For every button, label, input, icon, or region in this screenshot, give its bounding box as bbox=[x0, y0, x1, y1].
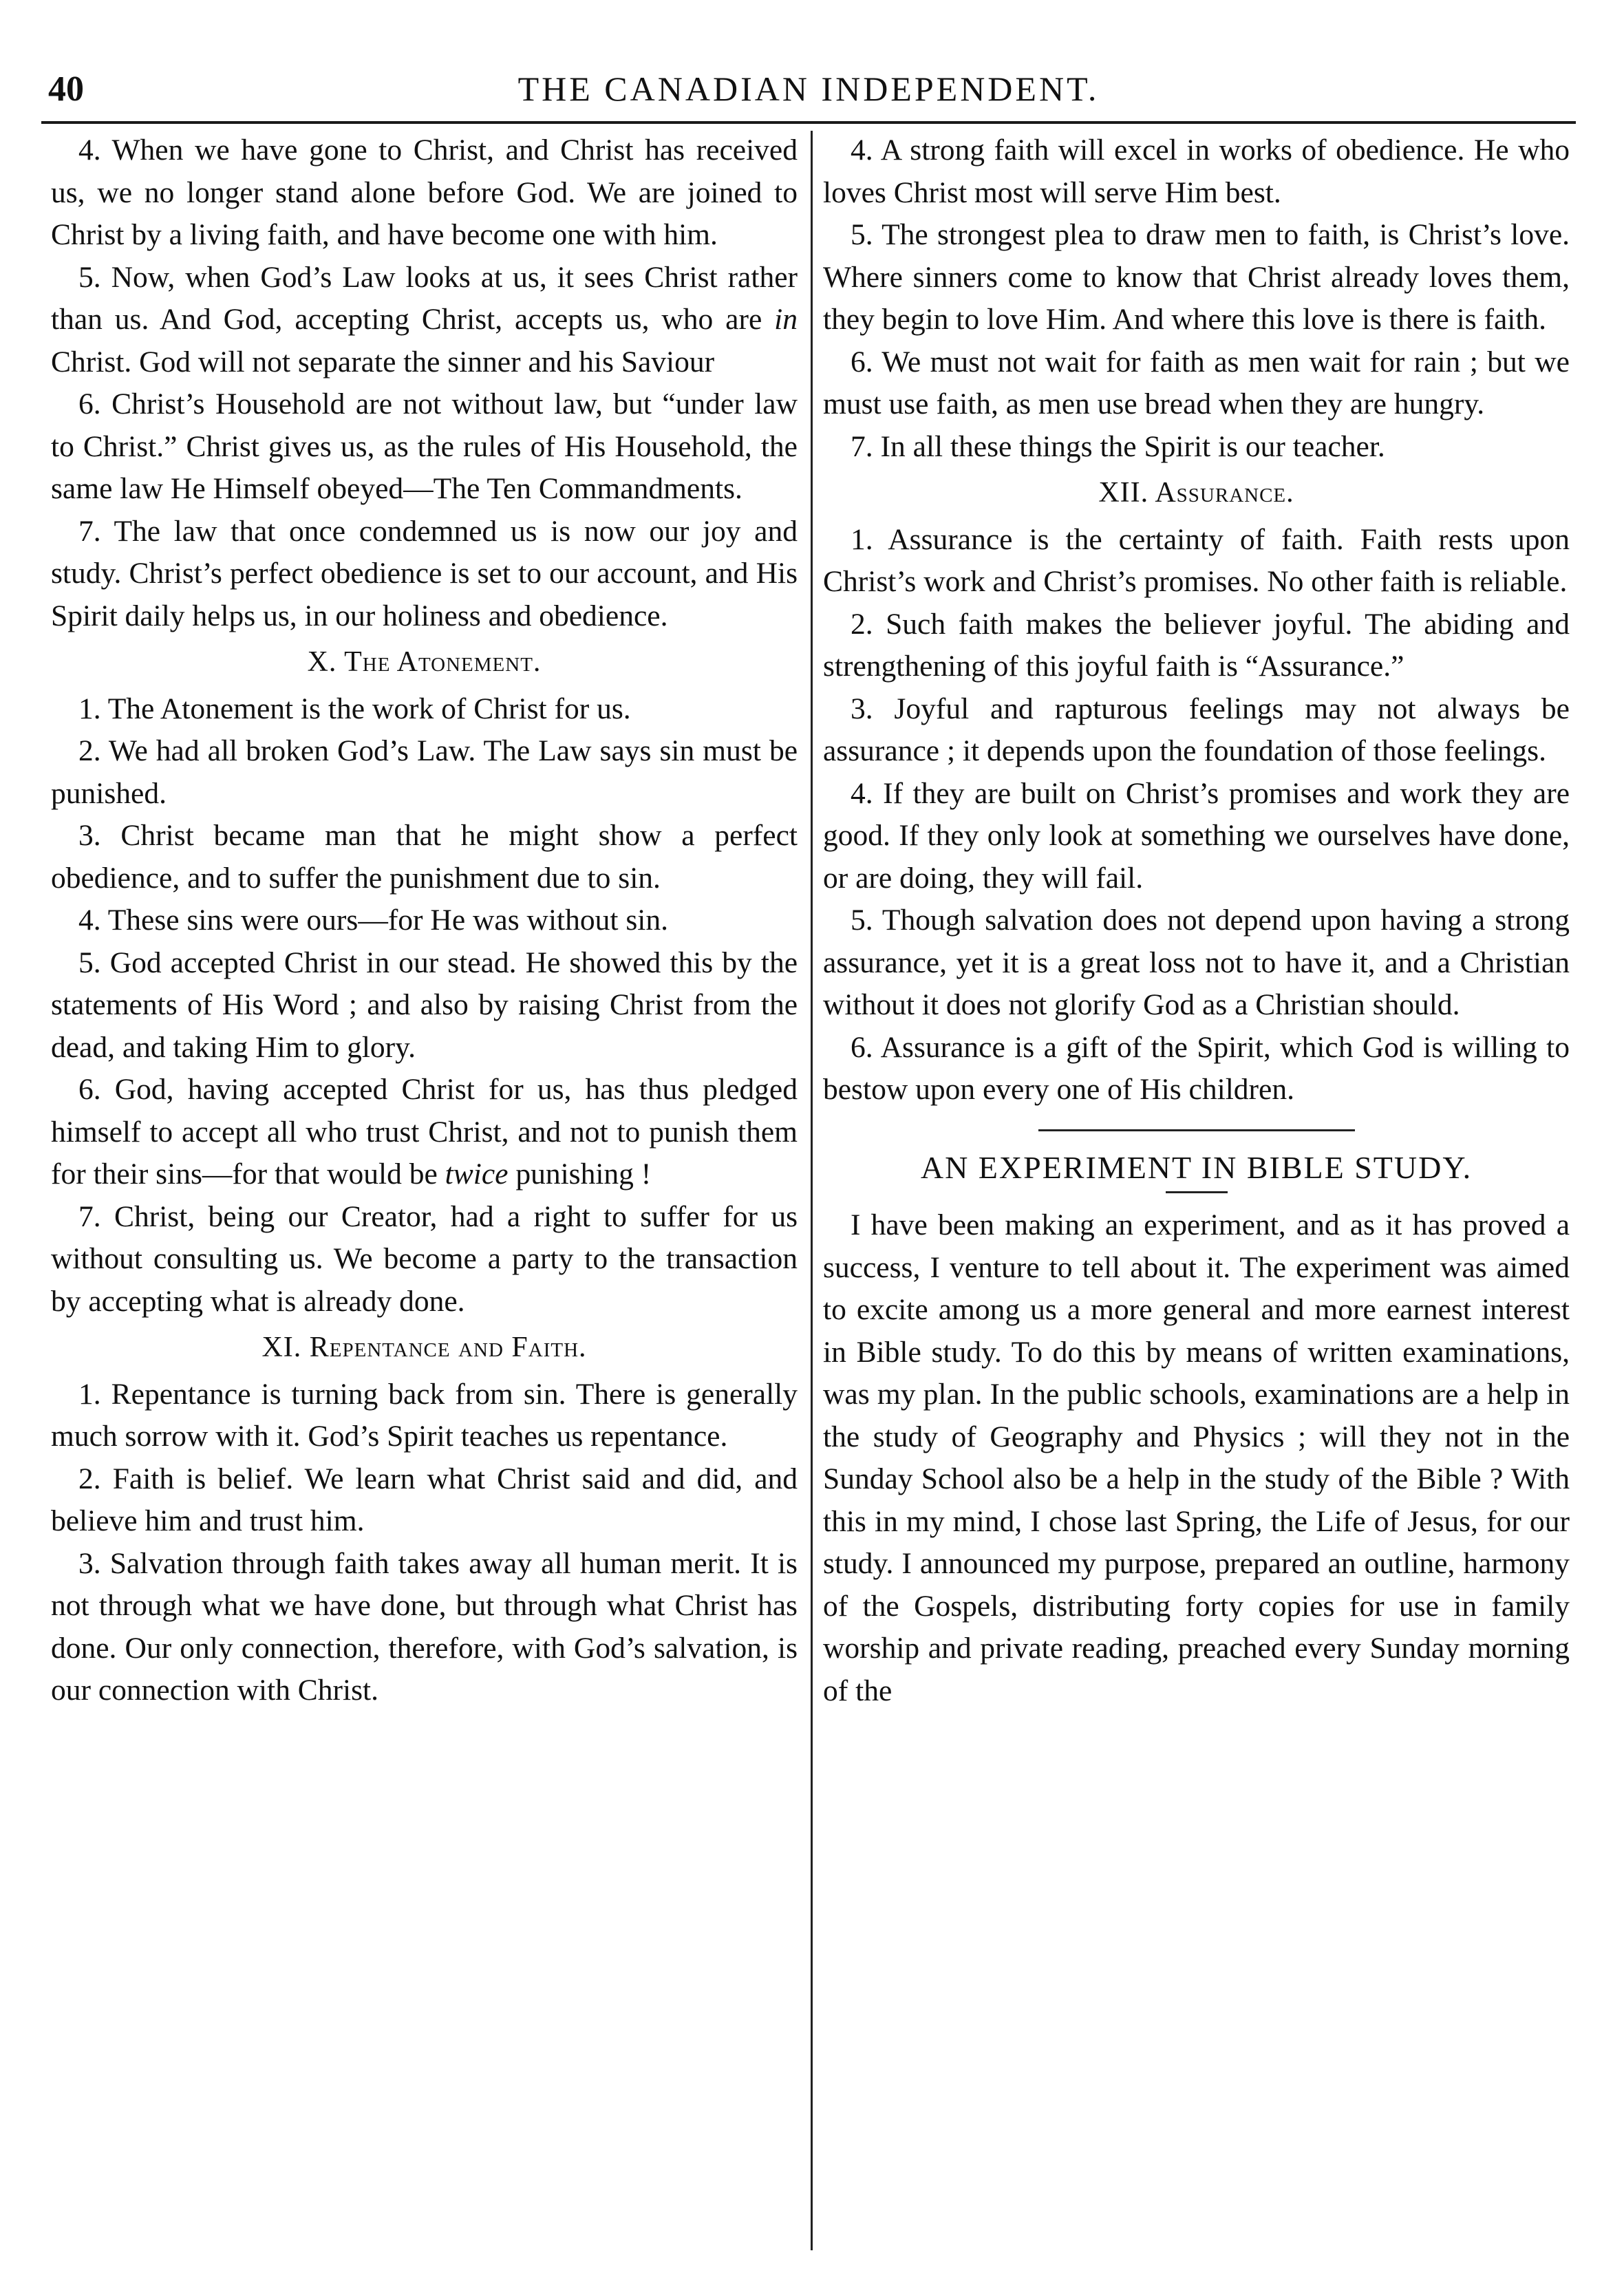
paragraph: I have been making an experiment, and as it has proved a success, I venture to tell about it. The experiment was aimed to excite among us a more general and more earnest interest in Bible study. To do this by means of written examinations, was my plan. In the public schools, examinations are a help in the study of Geography and Physics ; will they not in the Sunday School also be a help in the study of the Bible ? With this in my mind, I chose last Spring, the Life of Jesus, for our study. I announced my purpose, prepared an outline, harmony of the Gospels, distributing forty copies for use in family worship and private reading, preached every Sunday morning of the bbox=[823, 1208, 1570, 1707]
section-heading-atonement: X. The Atonement. bbox=[307, 646, 542, 678]
paragraph: 4. If they are built on Christ’s promises and work they are good. If they only look at something we ourselves have done, or are doing, they will fail. bbox=[823, 776, 1570, 895]
text-run: punishing ! bbox=[508, 1157, 652, 1191]
page-number: 40 bbox=[48, 70, 84, 109]
paragraph: 5. The strongest plea to draw men to faith, is Christ’s love. Where sinners come to know that Christ already loves them, they begin to love Him. And where this love is there is faith. bbox=[823, 218, 1570, 336]
paragraph: 3. Joyful and rapturous feelings may not always be assurance ; it depends upon the foundation of those feelings. bbox=[823, 692, 1570, 767]
paragraph: 7. The law that once condemned us is now our joy and study. Christ’s perfect obedience is set to our account, and His Spirit daily helps us, in our holiness and obedience. bbox=[51, 514, 798, 632]
paragraph bbox=[51, 257, 798, 384]
paragraph: 5. Though salvation does not depend upon having a strong assurance, yet it is a great loss not to have it, and a Christian without it does not glorify God as a Christian should. bbox=[823, 904, 1570, 1021]
section-heading-assurance: XII. Assurance. bbox=[1098, 477, 1294, 509]
paragraph: 4. A strong faith will excel in works of obedience. He who loves Christ most will serve Him best. bbox=[823, 134, 1570, 209]
paragraph: 1. Assurance is the certainty of faith. Faith rests upon Christ’s work and Christ’s promises. No other faith is reliable. bbox=[823, 522, 1570, 598]
paragraph: 3. Salvation through faith takes away all human merit. It is not through what we have done, but through what Christ has done. Our only connection, therefore, with God’s salvation, is our connection with Christ. bbox=[51, 1546, 798, 1707]
paragraph: 6. Christ’s Household are not without law, but “under law to Christ.” Christ gives us, as the rules of His Household, the same law He Himself obeyed—The Ten Commandments. bbox=[51, 387, 798, 505]
paragraph: 4. When we have gone to Christ, and Christ has received us, we no longer stand alone before God. We are joined to Christ by a living faith, and have become one with him. bbox=[51, 134, 798, 251]
running-title: THE CANADIAN INDEPENDENT. bbox=[517, 70, 1100, 108]
right-column bbox=[823, 129, 1570, 1712]
left-column bbox=[51, 129, 798, 1712]
paragraph: 2. We had all broken God’s Law. The Law says sin must be punished. bbox=[51, 734, 798, 810]
paragraph: 1. The Atonement is the work of Christ for us. bbox=[78, 692, 631, 725]
page-header bbox=[41, 69, 1576, 117]
italic-run: in bbox=[774, 303, 798, 336]
article-title: AN EXPERIMENT IN BIBLE STUDY. bbox=[920, 1149, 1473, 1185]
paragraph bbox=[51, 1069, 798, 1196]
italic-run: twice bbox=[445, 1157, 509, 1191]
text-run: 6. God, having accepted Christ for us, has thus pledged himself to accept all who trust Christ, and not to punish them for their sins—for that would be bbox=[51, 1073, 798, 1191]
text-run: Christ. God will not separate the sinner and his Saviour bbox=[51, 345, 715, 378]
paragraph: 6. Assurance is a gift of the Spirit, which God is willing to bestow upon every one of His children. bbox=[823, 1030, 1570, 1106]
section-rule bbox=[1038, 1129, 1355, 1131]
column-divider bbox=[811, 131, 813, 2250]
section-heading-repentance-faith: XI. Repentance and Faith. bbox=[261, 1332, 587, 1363]
paragraph: 7. Christ, being our Creator, had a right to suffer for us without consulting us. We become a party to the transaction by accepting what is already done. bbox=[51, 1199, 798, 1318]
header-rule bbox=[41, 121, 1576, 124]
paragraph: 5. God accepted Christ in our stead. He showed this by the statements of His Word ; and also by raising Christ from the dead, and taking Him to glory. bbox=[51, 946, 798, 1064]
paragraph: 7. In all these things the Spirit is our teacher. bbox=[851, 429, 1385, 463]
paragraph: 2. Such faith makes the believer joyful. The abiding and strengthening of this joyful faith is “Assurance.” bbox=[823, 607, 1570, 683]
paragraph: 3. Christ became man that he might show a perfect obedience, and to suffer the punishment due to sin. bbox=[51, 819, 798, 895]
paragraph: 6. We must not wait for faith as men wait for rain ; but we must use faith, as men use bread when they are hungry. bbox=[823, 345, 1570, 420]
text-run: 5. Now, when God’s Law looks at us, it sees Christ rather than us. And God, accepting Christ, accepts us, who are bbox=[51, 260, 798, 336]
title-rule bbox=[1166, 1191, 1228, 1193]
paragraph: 4. These sins were ours—for He was without sin. bbox=[78, 904, 668, 937]
paragraph: 2. Faith is belief. We learn what Christ said and did, and believe him and trust him. bbox=[51, 1462, 798, 1537]
paragraph: 1. Repentance is turning back from sin. There is generally much sorrow with it. God’s Spirit teaches us repentance. bbox=[51, 1377, 798, 1453]
